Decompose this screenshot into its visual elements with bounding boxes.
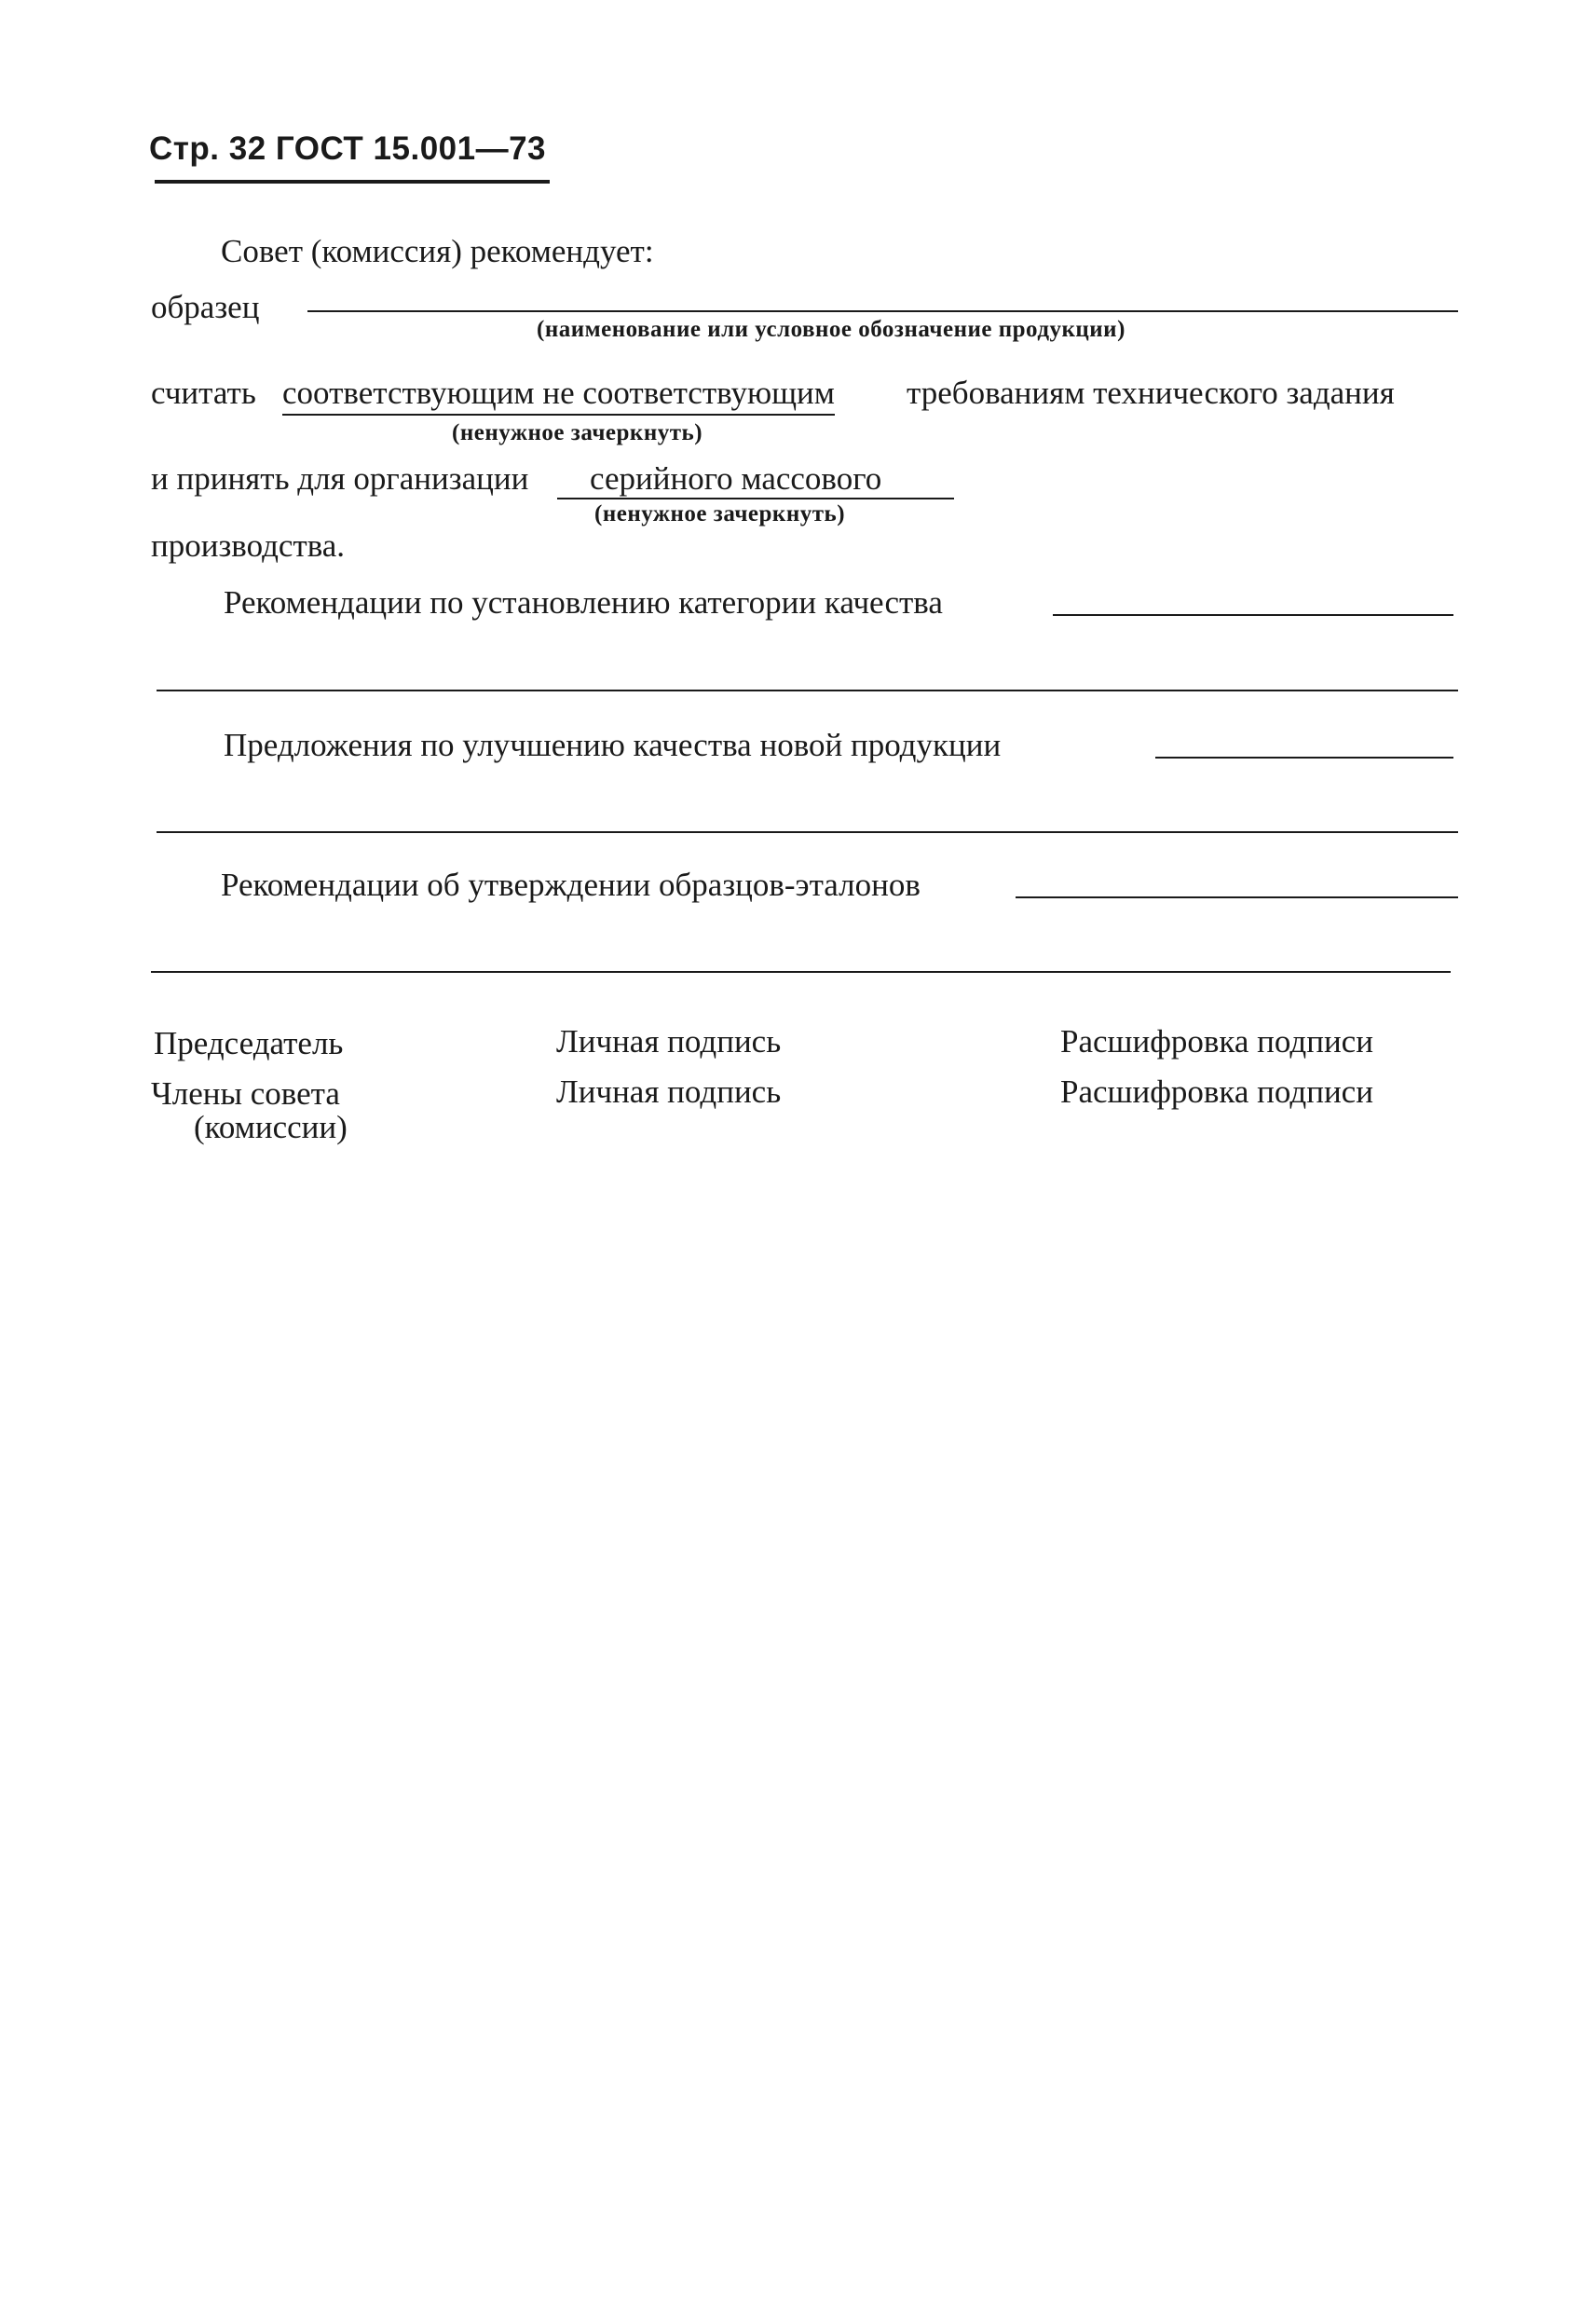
- strike-note-2: (ненужное зачеркнуть): [594, 501, 846, 526]
- sample-label: образец: [151, 289, 260, 325]
- page-reference: Стр. 32: [149, 130, 266, 167]
- page-header: [149, 130, 546, 168]
- role-members-sub: (комиссии): [194, 1109, 348, 1145]
- standards-approval-label: Рекомендации об утверждении образцов-эталонов: [221, 867, 921, 903]
- production-text: производства.: [151, 527, 346, 564]
- consider-options: соответствующим не соответствующим: [282, 375, 835, 416]
- sample-caption: (наименование или условное обозначение продукции): [537, 317, 1125, 342]
- role-members: Члены совета: [151, 1075, 340, 1112]
- strike-note-1: (ненужное зачеркнуть): [452, 420, 703, 445]
- quality-category-field-line[interactable]: [1053, 614, 1453, 616]
- quality-category-label: Рекомендации по установлению категории качества: [224, 584, 943, 621]
- improvement-field-line-2[interactable]: [157, 831, 1458, 833]
- signature-members: Личная подпись: [556, 1073, 782, 1110]
- signature-decoding-members: Расшифровка подписи: [1060, 1073, 1373, 1110]
- consider-prefix: считать: [151, 375, 256, 411]
- sample-field-line[interactable]: [307, 310, 1458, 312]
- signature-decoding-chairman: Расшифровка подписи: [1060, 1023, 1373, 1060]
- header-rule: [155, 180, 550, 184]
- accept-prefix: и принять для организации: [151, 460, 529, 497]
- role-chairman: Председатель: [154, 1025, 344, 1061]
- standards-approval-field-line-2[interactable]: [151, 971, 1451, 973]
- quality-category-field-line-2[interactable]: [157, 690, 1458, 691]
- accept-options: серийного массового: [590, 460, 882, 497]
- improvement-label: Предложения по улучшению качества новой продукции: [224, 727, 1002, 763]
- signature-chairman: Личная подпись: [556, 1023, 782, 1060]
- improvement-field-line[interactable]: [1155, 757, 1453, 759]
- standards-approval-field-line[interactable]: [1016, 896, 1458, 898]
- intro-text: Совет (комиссия) рекомендует:: [221, 233, 654, 269]
- accept-field-line[interactable]: [557, 498, 954, 499]
- standard-number: ГОСТ 15.001—73: [275, 130, 547, 167]
- consider-suffix: требованиям технического задания: [907, 375, 1395, 411]
